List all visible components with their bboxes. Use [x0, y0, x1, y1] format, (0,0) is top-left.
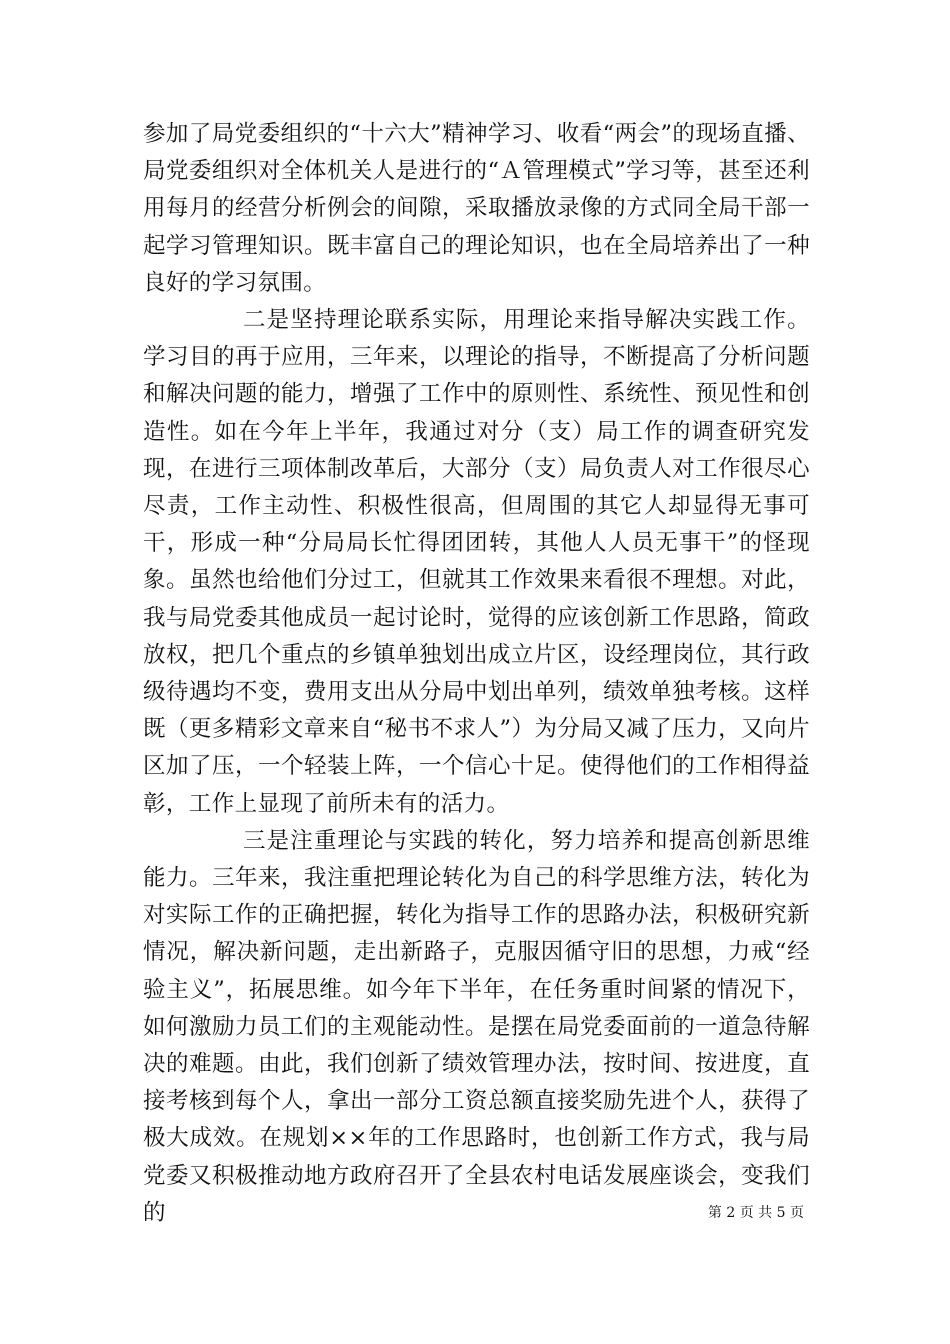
paragraph-1: 参加了局党委组织的“十六大”精神学习、收看“两会”的现场直播、局党委组织对全体机关人是进行的“Ａ管理模式”学习等，甚至还利用每月的经营分析例会的间隙，采取播放录像的方式同全局干部一起学习管理知识。既丰富自己的理论知识，也在全局培养出了一种良好的学习氛围。: [143, 121, 810, 296]
paragraph-2: 二是坚持理论联系实际，用理论来指导解决实践工作。学习目的再于应用，三年来，以理论的指导，不断提高了分析问题和解决问题的能力，增强了工作中的原则性、系统性、预见性和创造性。如在今年上半年，我通过对分（支）局工作的调查研究发现，在进行三项体制改革后，大部分（支）局负责人对工作很尽心尽责，工作主动性、积极性很高，但周围的其它人却显得无事可干，形成一种“分局局长忙得团团转，其他人人员无事干”的怪现象。虽然也给他们分过工，但就其工作效果来看很不理想。对此，我与局党委其他成员一起讨论时，觉得的应该创新工作思路，简政放权，把几个重点的乡镇单独划出成立片区，设经理岗位，其行政级待遇均不变，费用支出从分局中划出单列，绩效单独考核。这样既（更多精彩文章来自“秘书不求人”）为分局又减了压力，又向片区加了压，一个轻装上阵，一个信心十足。使得他们的工作相得益彰，工作上显现了前所未有的活力。: [143, 307, 810, 817]
paragraph-3: 三是注重理论与实践的转化，努力培养和提高创新思维能力。三年来，我注重把理论转化为自己的科学思维方法，转化为对实际工作的正确把握，转化为指导工作的思路办法，积极研究新情况，解决新问题，走出新路子，克服因循守旧的思想，力戒“经验主义”，拓展思维。如今年下半年，在任务重时间紧的情况下，如何激励力员工们的主观能动性。是摆在局党委面前的一道急待解决的难题。由此，我们创新了绩效管理办法，按时间、按进度，直接考核到每个人，拿出一部分工资总额直接奖励先进个人，获得了极大成效。在规划××年的工作思路时，也创新工作方式，我与局党委又积极推动地方政府召开了全县农村电话发展座谈会，变我们的: [143, 827, 810, 1226]
page-footer: 第 2 页 共 5 页: [707, 1205, 804, 1221]
body-text: [143, 116, 810, 1232]
